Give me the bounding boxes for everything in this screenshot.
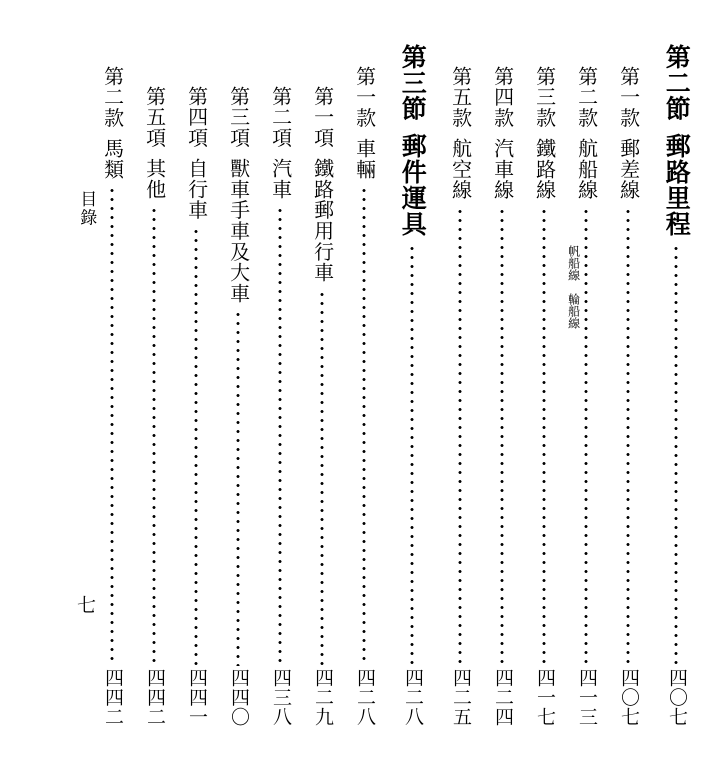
dot-leader [301, 283, 343, 668]
toc-entry-title: 馬類 [100, 137, 125, 180]
toc-entry-title: 其他 [142, 157, 167, 200]
toc-entry-title: 汽車線 [490, 137, 515, 201]
dot-leader [175, 220, 217, 668]
toc-entry[interactable] [301, 40, 343, 730]
dot-leader [217, 303, 259, 667]
toc-entry-number: 第四款 [490, 66, 515, 128]
toc-entry-page-number: 四二五 [449, 667, 472, 726]
toc-entry-title: 郵差線 [616, 137, 641, 201]
dot-leader [385, 237, 439, 668]
toc-entry[interactable] [649, 40, 703, 730]
toc-entry-page-number: 四〇七 [617, 667, 640, 726]
toc-entry-page-number: 四一三 [575, 667, 598, 726]
dot-leader [649, 237, 703, 668]
dot-leader [259, 199, 301, 667]
toc-entry-number: 第四項 [184, 86, 209, 148]
toc-entry-number: 第二項 [268, 86, 293, 148]
footer-label: 目錄 [76, 190, 97, 228]
toc-entry-title: 鐵路線 [532, 137, 557, 201]
toc-entry-page-number: 四一七 [533, 667, 556, 726]
toc-entry-number: 第二款 [100, 66, 125, 128]
toc-entry-page-number: 四三八 [269, 667, 292, 726]
toc-entry-number: 第一款 [352, 66, 377, 128]
dot-leader [607, 200, 649, 668]
toc-entry-number: 第五款 [448, 66, 473, 128]
toc-entry-number: 第二款 [574, 66, 599, 128]
toc-entry-title: 航船線 [574, 137, 599, 201]
toc-entry-page-number: 四二八 [401, 667, 424, 726]
dot-leader [133, 199, 175, 667]
toc-entry-page-number: 四〇七 [665, 667, 688, 726]
toc-entry-page-number: 四二四 [491, 667, 514, 726]
toc-entry[interactable] [481, 40, 523, 730]
page-folio-number: 七 [74, 595, 96, 614]
toc-entry[interactable] [523, 40, 565, 730]
toc-entry[interactable] [133, 40, 175, 730]
toc-entry-page-number: 四二八 [353, 667, 376, 726]
toc-entry-number: 第一項 [310, 86, 335, 148]
dot-leader [343, 179, 385, 667]
dot-leader [481, 200, 523, 668]
toc-entry[interactable] [217, 40, 259, 730]
toc-entry-title: 汽車 [268, 157, 293, 200]
toc-entry-title: 航空線 [448, 137, 473, 201]
toc-entry-number: 第二節 [662, 44, 692, 122]
toc-entry-page-number: 四四二 [101, 667, 124, 726]
toc-entry-page-number: 四四一 [185, 667, 208, 726]
dot-leader [565, 200, 607, 668]
dot-leader [439, 200, 481, 668]
toc-entry-page-number: 四四二 [143, 667, 166, 726]
toc-entry-number: 第三節 [398, 44, 428, 122]
toc-entry[interactable] [565, 40, 607, 730]
toc-entry[interactable] [385, 40, 439, 730]
dot-leader [523, 200, 565, 668]
toc-entry[interactable] [259, 40, 301, 730]
toc-entry-title: 鐵路郵用行車 [310, 157, 335, 283]
toc-entry-title: 郵路里程 [662, 133, 692, 238]
toc-entry-number: 第一款 [616, 66, 641, 128]
toc-entry-title: 自行車 [184, 157, 209, 221]
toc-entry[interactable] [343, 40, 385, 730]
toc-entry[interactable] [607, 40, 649, 730]
toc-entry-title: 郵件運具 [398, 133, 428, 238]
toc-entry-title: 獸車手車及大車 [226, 157, 251, 304]
toc-entry[interactable] [175, 40, 217, 730]
toc-entry-page-number: 四二九 [311, 667, 334, 726]
toc-entry-number: 第三項 [226, 86, 251, 148]
toc-entry-number: 第五項 [142, 86, 167, 148]
folio-area [62, 40, 125, 730]
toc-entry-number: 第三款 [532, 66, 557, 128]
toc-entry[interactable] [439, 40, 481, 730]
toc-entry-annotation: 帆船線 輪船線 [566, 245, 581, 329]
toc-entry-title: 車輛 [352, 137, 377, 180]
toc-entry-page-number: 四四〇 [227, 667, 250, 726]
